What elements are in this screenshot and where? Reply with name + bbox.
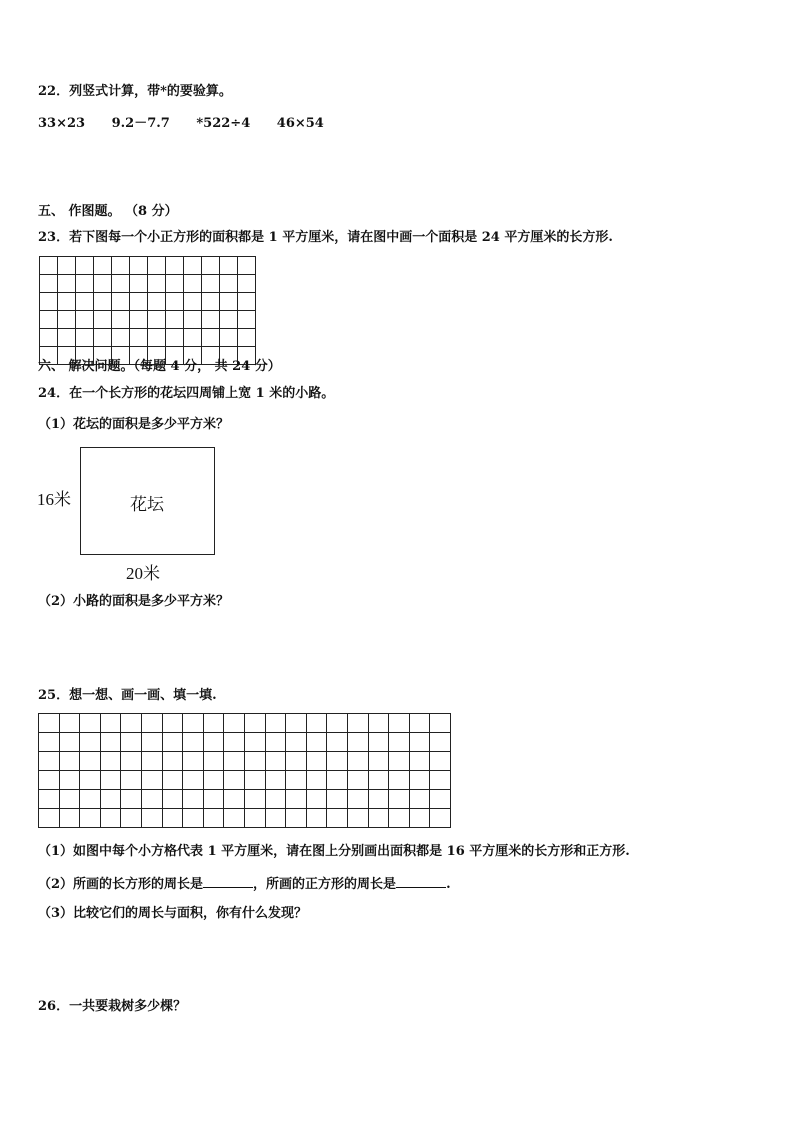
grid-cell[interactable] <box>58 257 76 275</box>
grid-cell[interactable] <box>130 311 148 329</box>
grid-cell[interactable] <box>245 809 266 828</box>
grid-cell[interactable] <box>39 790 60 809</box>
grid-cell[interactable] <box>163 771 184 790</box>
grid-cell[interactable] <box>94 293 112 311</box>
grid-cell[interactable] <box>60 733 81 752</box>
grid-cell[interactable] <box>39 714 60 733</box>
grid-cell[interactable] <box>286 752 307 771</box>
grid-cell[interactable] <box>204 809 225 828</box>
grid-cell[interactable] <box>348 809 369 828</box>
grid-cell[interactable] <box>245 733 266 752</box>
grid-cell[interactable] <box>58 329 76 347</box>
grid-cell[interactable] <box>307 714 328 733</box>
grid-cell[interactable] <box>163 733 184 752</box>
q25-part2-text-b: ，所画的正方形的周长是 <box>253 877 397 892</box>
grid-cell[interactable] <box>130 257 148 275</box>
grid-cell[interactable] <box>238 257 256 275</box>
grid-cell[interactable] <box>183 809 204 828</box>
grid-cell[interactable] <box>266 752 287 771</box>
grid-cell[interactable] <box>266 809 287 828</box>
grid-cell[interactable] <box>220 257 238 275</box>
grid-cell[interactable] <box>245 714 266 733</box>
grid-cell[interactable] <box>40 257 58 275</box>
grid-cell[interactable] <box>430 714 451 733</box>
q25-part2-text-c: . <box>446 877 451 892</box>
grid-cell[interactable] <box>389 714 410 733</box>
grid-cell[interactable] <box>220 275 238 293</box>
grid-cell[interactable] <box>112 311 130 329</box>
grid-cell[interactable] <box>76 329 94 347</box>
grid-cell[interactable] <box>58 311 76 329</box>
grid-cell[interactable] <box>76 275 94 293</box>
grid-cell[interactable] <box>430 733 451 752</box>
grid-cell[interactable] <box>369 771 390 790</box>
grid-cell[interactable] <box>148 275 166 293</box>
flowerbed-label: 花坛 <box>130 495 164 515</box>
grid-cell[interactable] <box>76 293 94 311</box>
grid-cell[interactable] <box>307 790 328 809</box>
q25-part3: （3）比较它们的周长与面积，你有什么发现？ <box>38 906 308 921</box>
grid-cell[interactable] <box>112 329 130 347</box>
grid-cell[interactable] <box>220 293 238 311</box>
grid-cell[interactable] <box>410 809 431 828</box>
grid-cell[interactable] <box>389 809 410 828</box>
grid-cell[interactable] <box>307 771 328 790</box>
grid-cell[interactable] <box>389 733 410 752</box>
grid-cell[interactable] <box>327 790 348 809</box>
q25-title: 25．想一想、画一画、填一填. <box>38 688 217 703</box>
section-5-heading: 五、 作图题。 （8 分） <box>38 204 178 219</box>
grid-cell[interactable] <box>40 275 58 293</box>
grid-cell[interactable] <box>76 257 94 275</box>
grid-cell[interactable] <box>224 790 245 809</box>
q24-part1: （1）花坛的面积是多少平方米？ <box>38 417 230 432</box>
q24-part2: （2）小路的面积是多少平方米？ <box>38 594 230 609</box>
grid-cell[interactable] <box>410 752 431 771</box>
grid-cell[interactable] <box>238 311 256 329</box>
grid-cell[interactable] <box>430 809 451 828</box>
grid-cell[interactable] <box>101 809 122 828</box>
grid-cell[interactable] <box>80 771 101 790</box>
grid-cell[interactable] <box>148 293 166 311</box>
grid-cell[interactable] <box>60 771 81 790</box>
grid-cell[interactable] <box>148 311 166 329</box>
grid-cell[interactable] <box>204 752 225 771</box>
grid-cell[interactable] <box>238 329 256 347</box>
grid-cell[interactable] <box>238 275 256 293</box>
section-6-heading: 六、 解决问题。（每题 4 分， 共 24 分） <box>38 359 281 374</box>
grid-cell[interactable] <box>369 733 390 752</box>
grid-cell[interactable] <box>307 752 328 771</box>
grid-cell[interactable] <box>163 714 184 733</box>
grid-cell[interactable] <box>80 752 101 771</box>
grid-cell[interactable] <box>204 733 225 752</box>
grid-cell[interactable] <box>101 752 122 771</box>
grid-cell[interactable] <box>148 329 166 347</box>
q22-calculations <box>38 116 346 132</box>
grid-cell[interactable] <box>204 714 225 733</box>
grid-cell[interactable] <box>202 293 220 311</box>
grid-cell[interactable] <box>40 329 58 347</box>
grid-cell[interactable] <box>60 809 81 828</box>
grid-cell[interactable] <box>430 752 451 771</box>
grid-cell[interactable] <box>202 275 220 293</box>
grid-cell[interactable] <box>327 809 348 828</box>
grid-cell[interactable] <box>39 771 60 790</box>
grid-cell[interactable] <box>348 733 369 752</box>
grid-cell[interactable] <box>166 329 184 347</box>
grid-cell[interactable] <box>224 771 245 790</box>
grid-cell[interactable] <box>163 790 184 809</box>
grid-cell[interactable] <box>121 790 142 809</box>
grid-cell[interactable] <box>327 714 348 733</box>
grid-cell[interactable] <box>184 257 202 275</box>
calc-item: 46×54 <box>276 116 324 131</box>
q23-title: 23．若下图每一个小正方形的面积都是 1 平方厘米，请在图中画一个面积是 24 平方厘米的长方形. <box>38 230 613 245</box>
grid-cell[interactable] <box>220 329 238 347</box>
grid-cell[interactable] <box>389 752 410 771</box>
grid-cell[interactable] <box>166 311 184 329</box>
grid-cell[interactable] <box>121 771 142 790</box>
rectangle-perimeter-blank[interactable] <box>203 875 253 888</box>
grid-cell[interactable] <box>286 714 307 733</box>
grid-cell[interactable] <box>410 771 431 790</box>
grid-cell[interactable] <box>148 257 166 275</box>
grid-cell[interactable] <box>245 752 266 771</box>
grid-cell[interactable] <box>286 733 307 752</box>
grid-cell[interactable] <box>94 311 112 329</box>
calc-item: *522÷4 <box>196 116 251 131</box>
grid-cell[interactable] <box>245 790 266 809</box>
grid-cell[interactable] <box>166 275 184 293</box>
q22-title: 22．列竖式计算，带*的要验算。 <box>38 84 232 99</box>
q23-grid[interactable] <box>39 256 256 365</box>
grid-cell[interactable] <box>142 771 163 790</box>
grid-cell[interactable] <box>94 275 112 293</box>
grid-cell[interactable] <box>142 733 163 752</box>
grid-cell[interactable] <box>121 733 142 752</box>
q25-grid[interactable] <box>38 713 451 828</box>
grid-cell[interactable] <box>184 329 202 347</box>
grid-cell[interactable] <box>224 733 245 752</box>
grid-cell[interactable] <box>58 275 76 293</box>
grid-cell[interactable] <box>60 790 81 809</box>
grid-cell[interactable] <box>142 714 163 733</box>
grid-cell[interactable] <box>130 329 148 347</box>
grid-cell[interactable] <box>112 275 130 293</box>
grid-cell[interactable] <box>101 790 122 809</box>
grid-cell[interactable] <box>202 257 220 275</box>
grid-cell[interactable] <box>112 257 130 275</box>
square-perimeter-blank[interactable] <box>396 875 446 888</box>
grid-cell[interactable] <box>286 771 307 790</box>
grid-cell[interactable] <box>94 257 112 275</box>
grid-cell[interactable] <box>410 733 431 752</box>
grid-cell[interactable] <box>410 790 431 809</box>
q25-part2 <box>38 875 451 893</box>
grid-cell[interactable] <box>266 790 287 809</box>
grid-cell[interactable] <box>39 752 60 771</box>
grid-cell[interactable] <box>101 771 122 790</box>
q25-part2-text-a: （2）所画的长方形的周长是 <box>38 877 204 892</box>
grid-cell[interactable] <box>266 733 287 752</box>
grid-cell[interactable] <box>327 733 348 752</box>
grid-cell[interactable] <box>224 809 245 828</box>
grid-cell[interactable] <box>184 275 202 293</box>
grid-cell[interactable] <box>220 311 238 329</box>
grid-cell[interactable] <box>224 752 245 771</box>
grid-cell[interactable] <box>184 311 202 329</box>
grid-cell[interactable] <box>369 714 390 733</box>
calc-item: 9.2－7.7 <box>111 116 170 131</box>
grid-cell[interactable] <box>121 714 142 733</box>
grid-cell[interactable] <box>266 714 287 733</box>
grid-cell[interactable] <box>348 790 369 809</box>
grid-cell[interactable] <box>266 771 287 790</box>
grid-cell[interactable] <box>184 293 202 311</box>
q25-part1: （1）如图中每个小方格代表 1 平方厘米，请在图上分别画出面积都是 16 平方厘米的长方形和正方形. <box>38 844 630 859</box>
grid-cell[interactable] <box>430 771 451 790</box>
grid-cell[interactable] <box>142 809 163 828</box>
grid-cell[interactable] <box>121 752 142 771</box>
calc-item: 33×23 <box>38 116 86 131</box>
grid-cell[interactable] <box>80 809 101 828</box>
grid-cell[interactable] <box>286 809 307 828</box>
grid-cell[interactable] <box>204 790 225 809</box>
grid-cell[interactable] <box>80 714 101 733</box>
grid-cell[interactable] <box>76 311 94 329</box>
q26-title: 26．一共要栽树多少棵？ <box>38 999 187 1014</box>
grid-cell[interactable] <box>202 329 220 347</box>
grid-cell[interactable] <box>369 809 390 828</box>
grid-cell[interactable] <box>163 809 184 828</box>
q24-title: 24．在一个长方形的花坛四周铺上宽 1 米的小路。 <box>38 386 335 401</box>
grid-cell[interactable] <box>183 790 204 809</box>
grid-cell[interactable] <box>94 329 112 347</box>
grid-cell[interactable] <box>238 293 256 311</box>
grid-cell[interactable] <box>369 752 390 771</box>
grid-cell[interactable] <box>101 733 122 752</box>
grid-cell[interactable] <box>112 293 130 311</box>
grid-cell[interactable] <box>389 790 410 809</box>
grid-cell[interactable] <box>166 293 184 311</box>
grid-cell[interactable] <box>430 790 451 809</box>
grid-cell[interactable] <box>183 752 204 771</box>
grid-cell[interactable] <box>389 771 410 790</box>
grid-cell[interactable] <box>183 733 204 752</box>
grid-cell[interactable] <box>307 809 328 828</box>
grid-cell[interactable] <box>166 257 184 275</box>
height-label: 16米 <box>37 490 71 509</box>
grid-cell[interactable] <box>80 790 101 809</box>
grid-cell[interactable] <box>39 809 60 828</box>
grid-cell[interactable] <box>39 733 60 752</box>
grid-cell[interactable] <box>224 714 245 733</box>
grid-cell[interactable] <box>142 752 163 771</box>
grid-cell[interactable] <box>202 311 220 329</box>
grid-cell[interactable] <box>183 771 204 790</box>
grid-cell[interactable] <box>369 790 390 809</box>
grid-cell[interactable] <box>130 275 148 293</box>
width-label: 20米 <box>126 564 160 583</box>
grid-cell[interactable] <box>348 771 369 790</box>
grid-cell[interactable] <box>327 752 348 771</box>
grid-cell[interactable] <box>348 752 369 771</box>
grid-cell[interactable] <box>183 714 204 733</box>
grid-cell[interactable] <box>40 311 58 329</box>
grid-cell[interactable] <box>80 733 101 752</box>
grid-cell[interactable] <box>142 790 163 809</box>
grid-cell[interactable] <box>410 714 431 733</box>
grid-cell[interactable] <box>286 790 307 809</box>
grid-cell[interactable] <box>40 293 58 311</box>
grid-cell[interactable] <box>121 809 142 828</box>
grid-cell[interactable] <box>348 714 369 733</box>
grid-cell[interactable] <box>245 771 266 790</box>
grid-cell[interactable] <box>204 771 225 790</box>
grid-cell[interactable] <box>327 771 348 790</box>
grid-cell[interactable] <box>130 293 148 311</box>
grid-cell[interactable] <box>60 714 81 733</box>
grid-cell[interactable] <box>101 714 122 733</box>
grid-cell[interactable] <box>307 733 328 752</box>
grid-cell[interactable] <box>58 293 76 311</box>
grid-cell[interactable] <box>163 752 184 771</box>
grid-cell[interactable] <box>60 752 81 771</box>
